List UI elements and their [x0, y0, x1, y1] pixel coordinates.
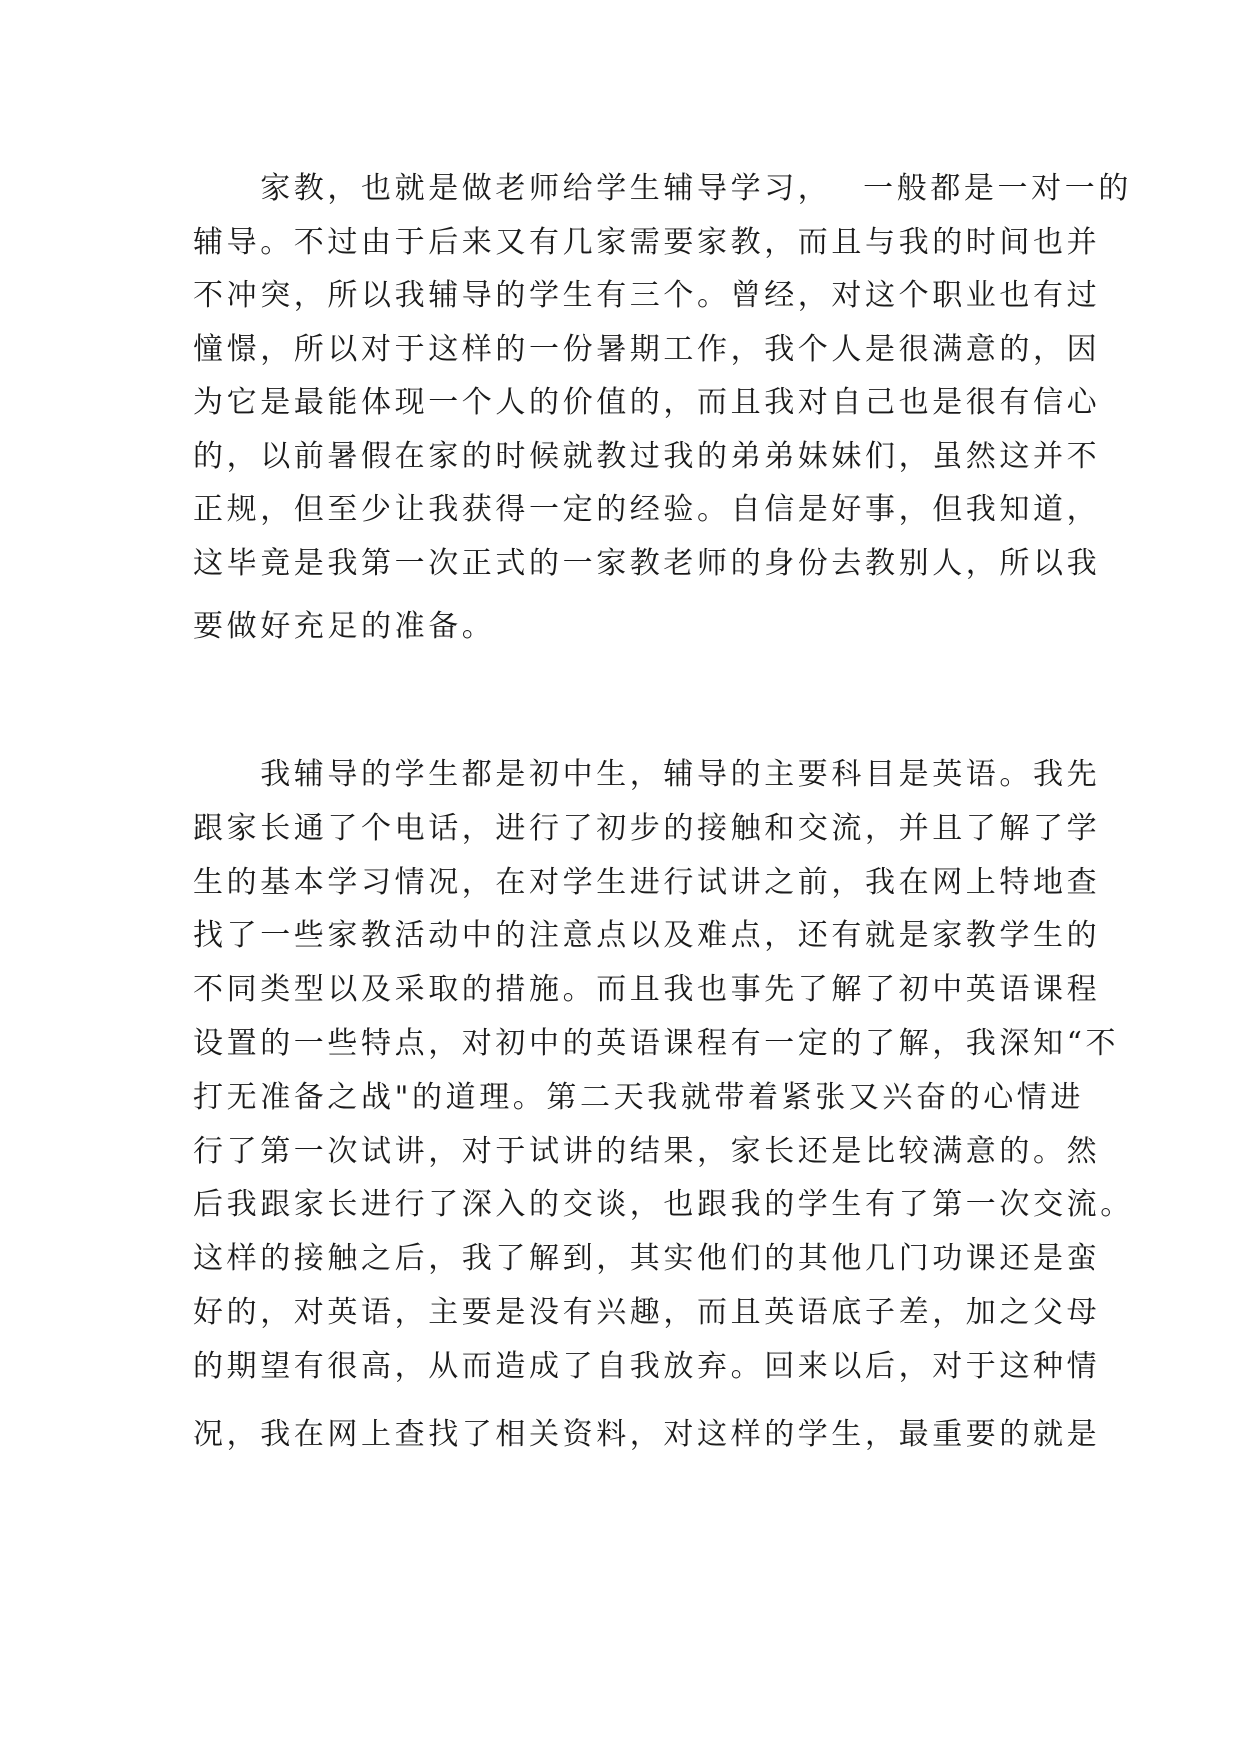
text-line: 这毕竟是我第一次正式的一家教老师的身份去教别人，所以我 — [193, 545, 1101, 581]
text-line: 辅导。不过由于后来又有几家需要家教，而且与我的时间也并 — [193, 224, 1101, 260]
text-line: 况，我在网上查找了相关资料，对这样的学生，最重要的就是 — [193, 1416, 1101, 1452]
text-line: 找了一些家教活动中的注意点以及难点，还有就是家教学生的 — [193, 918, 1101, 954]
text-line: 正规，但至少让我获得一定的经验。自信是好事，但我知道， — [193, 492, 1101, 527]
text-line: 跟家长通了个电话，进行了初步的接触和交流，并且了解了学 — [193, 810, 1101, 846]
text-line: 我辅导的学生都是初中生，辅导的主要科目是英语。我先 — [193, 757, 1101, 792]
text-line: 设置的一些特点，对初中的英语课程有一定的了解，我深知“不 — [193, 1025, 1120, 1061]
text-line: 后我跟家长进行了深入的交谈，也跟我的学生有了第一次交流。 — [193, 1187, 1134, 1223]
text-line: 憧憬，所以对于这样的一份暑期工作，我个人是很满意的，因 — [193, 331, 1101, 367]
text-line: 打无准备之战"的道理。第二天我就带着紧张又兴奋的心情进 — [193, 1079, 1084, 1115]
text-line: 生的基本学习情况，在对学生进行试讲之前，我在网上特地查 — [193, 864, 1101, 900]
text-line: 的期望有很高，从而造成了自我放弃。回来以后，对于这种情 — [193, 1348, 1101, 1384]
text-line: 好的，对英语，主要是没有兴趣，而且英语底子差，加之父母 — [193, 1294, 1101, 1330]
text-line: 这样的接触之后，我了解到，其实他们的其他几门功课还是蛮 — [193, 1241, 1101, 1277]
text-line: 行了第一次试讲，对于试讲的结果，家长还是比较满意的。然 — [193, 1133, 1101, 1169]
paragraph-1 — [193, 162, 1132, 654]
text-line: 的，以前暑假在家的时候就教过我的弟弟妹妹们，虽然这并不 — [193, 438, 1101, 474]
text-line: 家教，也就是做老师给学生辅导学习， 一般都是一对一的 — [193, 171, 1132, 206]
text-line: 为它是最能体现一个人的价值的，而且我对自己也是很有信心 — [193, 385, 1101, 420]
text-line: 要做好充足的准备。 — [193, 609, 496, 644]
text-line: 不同类型以及采取的措施。而且我也事先了解了初中英语课程 — [193, 972, 1101, 1008]
paragraph-2 — [193, 748, 1134, 1461]
text-line: 不冲突，所以我辅导的学生有三个。曾经，对这个职业也有过 — [193, 278, 1101, 313]
